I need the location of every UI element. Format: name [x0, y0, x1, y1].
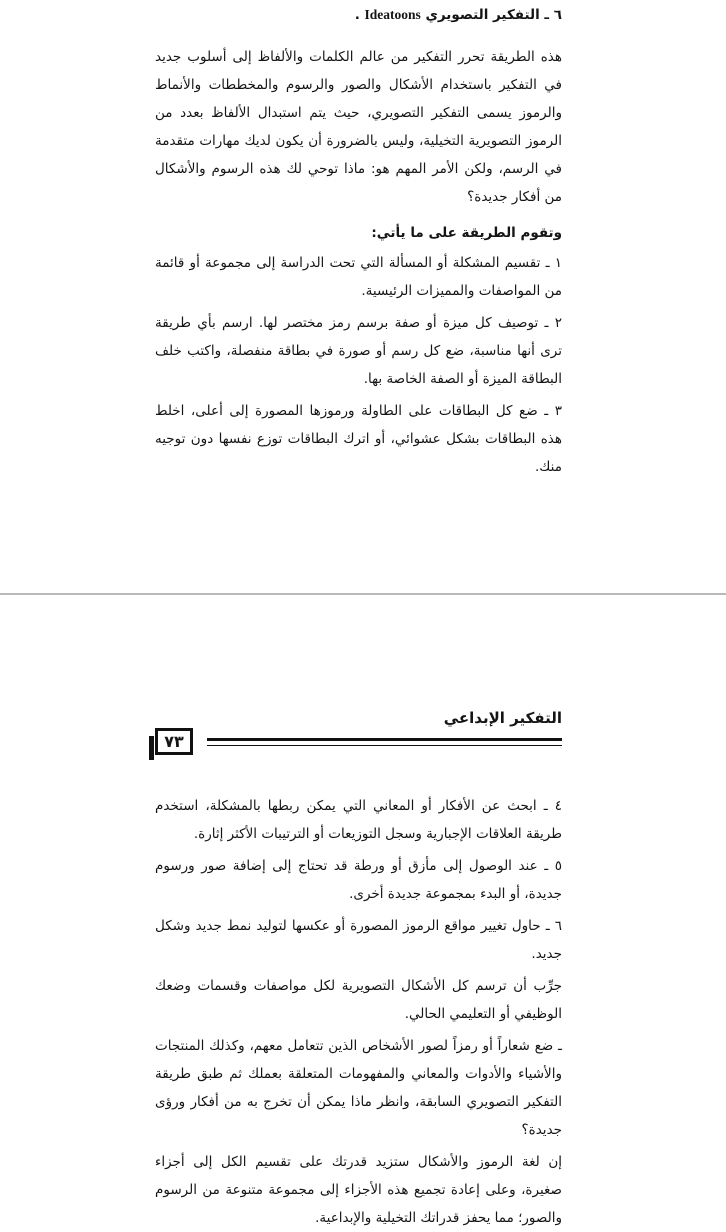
step-item: ٢ ـ توصيف كل ميزة أو صفة برسم رمز مختصر لها. ارسم بأي طريقة ترى أنها مناسبة، ضع كل رسم أو صورة في بطاقة منفصلة، واكتب خلف البطاقة الميزة أو الصفة الخاصة بها.	[155, 315, 562, 387]
body-paragraph: جرِّب أن ترسم كل الأشكال التصويرية لكل مواصفات وقسمات وضعك الوظيفي أو التعليمي الحالي.	[155, 978, 562, 1022]
section-heading-number: ٦ ـ	[544, 7, 562, 23]
section-heading-end: .	[354, 7, 360, 23]
bottom-page	[0, 596, 726, 1226]
section-heading-english: Ideatoons	[364, 7, 421, 22]
bottom-page-body	[155, 792, 562, 1232]
intro-paragraph: هذه الطريقة تحرر التفكير من عالم الكلمات والألفاظ إلى أسلوب جديد في التفكير باستخدام الأشكال والصور والرسوم والمخططات والأنماط والرموز يسمى التفكير التصويري، حيث يتم استبدال الألفاظ بعدد من الرموز التصويرية التخيلية، وليس بالضرورة أن يكون لديك مهارات متقدمة في الرسم، ولكن الأمر المهم هو: ماذا توحي لك هذه الرسوم والأشكال من أفكار جديدة؟	[155, 49, 562, 205]
step-item: ٣ ـ ضع كل البطاقات على الطاولة ورموزها المصورة إلى أعلى، اخلط هذه البطاقات بشكل عشوائي، أو اترك البطاقات توزع نفسها دون توجيه منك.	[155, 403, 562, 475]
top-page	[0, 0, 726, 592]
body-paragraph: إن لغة الرموز والأشكال ستزيد قدرتك على تقسيم الكل إلى أجزاء صغيرة، وعلى إعادة تجميع هذه الأجزاء إلى مجموعة متنوعة من الرسوم والصور؛ مما يحفز قدراتك التخيلية والإبداعية.	[155, 1154, 562, 1226]
header-rule-thin	[207, 745, 562, 746]
page-divider	[0, 593, 726, 595]
steps-title: وتقوم الطريقة على ما يأتي:	[371, 225, 562, 241]
header-rule-thick	[207, 738, 562, 741]
body-paragraph: ٦ ـ حاول تغيير مواقع الرموز المصورة أو عكسها لتوليد نمط جديد وشكل جديد.	[155, 918, 562, 962]
running-header	[155, 708, 562, 752]
section-heading	[155, 5, 562, 25]
running-title: التفكير الإبداعي	[443, 709, 562, 727]
body-paragraph: ٤ ـ ابحث عن الأفكار أو المعاني التي يمكن ربطها بالمشكلة، استخدم طريقة العلاقات الإجبارية وسجل التوزيعات أو الترتيبات الأكثر إثارة.	[155, 798, 562, 842]
page-number: ٧٣	[155, 728, 193, 755]
section-heading-arabic: التفكير التصويري	[425, 7, 540, 23]
step-item: ١ ـ تقسيم المشكلة أو المسألة التي تحت الدراسة إلى مجموعة أو قائمة من المواصفات والمميزات الرئيسية.	[155, 255, 562, 299]
body-paragraph: ٥ ـ عند الوصول إلى مأزق أو ورطة قد تحتاج إلى إضافة صور ورسوم جديدة، أو البدء بمجموعة جديدة أخرى.	[155, 858, 562, 902]
body-paragraph: ـ ضع شعاراً أو رمزاً لصور الأشخاص الذين تتعامل معهم، وكذلك المنتجات والأشياء والأدوات والمعاني والمفهومات المتعلقة بعملك ثم طبق طريقة التفكير التصويري السابقة، وانظر ماذا يمكن أن تخرج به من أفكار ورؤى جديدة؟	[155, 1038, 562, 1138]
